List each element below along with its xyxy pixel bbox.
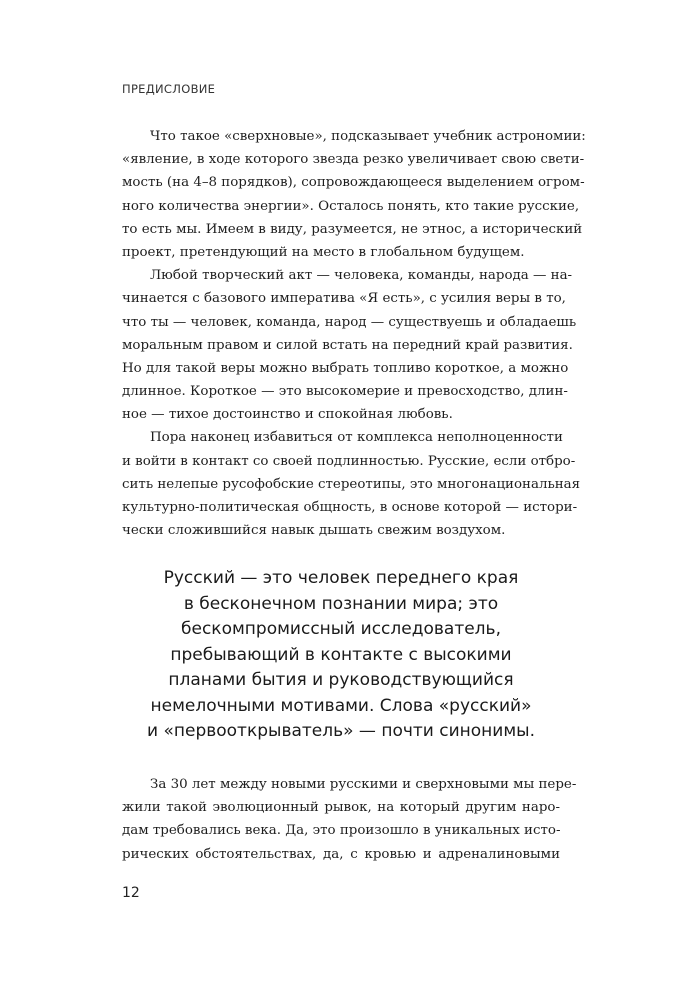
text-line: мость (на 4–8 порядков), сопровождающееся выделением огром-: [122, 175, 585, 191]
text-line: За 30 лет между новыми русскими и сверхновыми мы пере-: [150, 777, 577, 792]
text-line: моральным правом и силой встать на передний край развития.: [122, 337, 573, 353]
text-line: и войти в контакт со своей подлинностью. Русские, если отбро-: [122, 453, 576, 469]
text-line: культурно-политическая общность, в основе которой — истори-: [122, 500, 578, 515]
body-text-bottom: [122, 773, 577, 866]
text-line: чинается с базового императива «Я есть», с усилия веры в то,: [122, 291, 566, 307]
text-line: то есть мы. Имеем в виду, разумеется, не этнос, а исторический: [122, 221, 583, 237]
text-line: Что такое «сверхновые», подсказывает учебник астрономии:: [150, 129, 586, 144]
quote-line: немелочными мотивами. Слова «русский»: [150, 695, 532, 716]
running-head: ПРЕДИСЛОВИЕ: [122, 82, 216, 96]
quote-line: Русский — это человек переднего края: [163, 568, 519, 588]
text-line: чески сложившийся навык дышать свежим воздухом.: [122, 523, 506, 539]
text-line: проект, претендующий на место в глобальном будущем.: [122, 244, 525, 260]
text-line: что ты — человек, команда, народ — существуешь и обладаешь: [122, 314, 577, 330]
page-number: 12: [122, 885, 140, 901]
text-line: сить нелепые русофобские стереотипы, это многонациональная: [122, 476, 581, 492]
text-line: Пора наконец избавиться от комплекса неполноценности: [150, 430, 563, 446]
pull-quote: [122, 566, 560, 745]
text-line: ного количества энергии». Осталось понять, кто такие русские,: [122, 198, 580, 214]
text-line: жили такой эволюционный рывок, на который другим наро-: [122, 800, 560, 816]
quote-line: планами бытия и руководствующийся: [168, 670, 514, 690]
quote-line: пребывающий в контакте с высокими: [170, 644, 512, 665]
body-text-top: [122, 125, 586, 542]
quote-line: и «первооткрыватель» — почти синонимы.: [147, 721, 535, 741]
text-line: дам требовались века. Да, это произошло в уникальных исто-: [122, 823, 561, 839]
text-line: Любой творческий акт — человека, команды, народа — на-: [150, 268, 573, 284]
text-line: длинное. Короткое — это высокомерие и превосходство, длин-: [122, 384, 568, 400]
text-line: «явление, в ходе которого звезда резко увеличивает свою свети-: [122, 152, 585, 168]
quote-line: в бесконечном познании мира; это: [183, 593, 499, 614]
text-line: ное — тихое достоинство и спокойная любовь.: [122, 407, 453, 423]
quote-line: бескомпромиссный исследователь,: [181, 619, 501, 639]
text-line: рических обстоятельствах, да, с кровью и адреналиновыми: [122, 846, 560, 862]
text-line: Но для такой веры можно выбрать топливо короткое, а можно: [122, 360, 569, 376]
